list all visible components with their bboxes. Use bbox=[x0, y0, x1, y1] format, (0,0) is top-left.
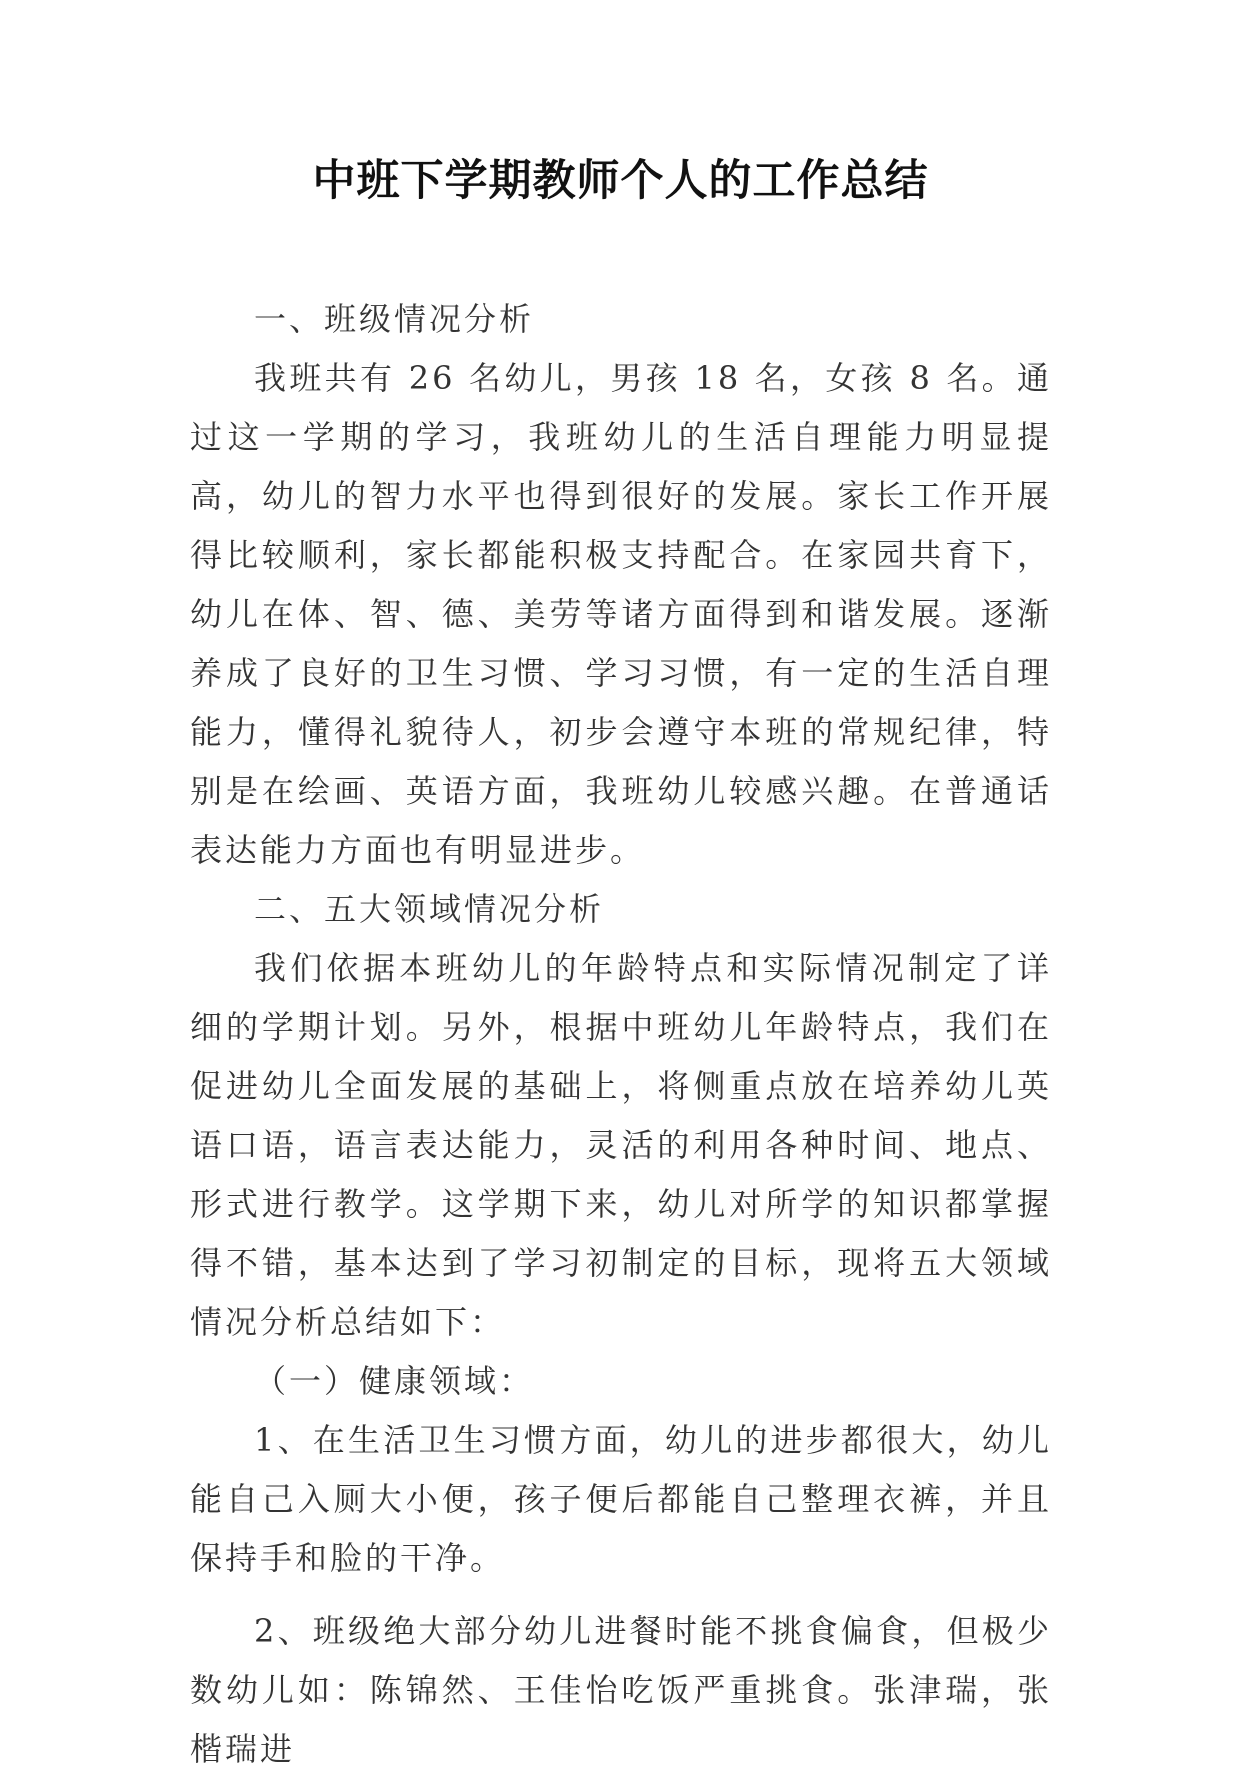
section-heading-five-domains: 二、五大领域情况分析 bbox=[254, 890, 605, 928]
section-heading-class-analysis: 一、班级情况分析 bbox=[254, 300, 535, 338]
paragraph-class-overview: 我班共有 26 名幼儿，男孩 18 名，女孩 8 名。通过这一学期的学习，我班幼儿的生活自理能力明显提高，幼儿的智力水平也得到很好的发展。家长工作开展得比较顺利，家长都能积极支持配合。在家园共育下，幼儿在体、智、德、美劳等诸方面得到和谐发展。逐渐养成了良好的卫生习惯、学习习惯，有一定的生活自理能力，懂得礼貌待人，初步会遵守本班的常规纪律，特别是在绘画、英语方面，我班幼儿较感兴趣。在普通话表达能力方面也有明显进步。 bbox=[190, 359, 1052, 869]
document-body bbox=[190, 290, 1052, 1779]
paragraph-domains-overview: 我们依据本班幼儿的年龄特点和实际情况制定了详细的学期计划。另外，根据中班幼儿年龄特点，我们在促进幼儿全面发展的基础上，将侧重点放在培养幼儿英语口语，语言表达能力，灵活的利用各种时间、地点、形式进行教学。这学期下来，幼儿对所学的知识都掌握得不错，基本达到了学习初制定的目标，现将五大领域情况分析总结如下： bbox=[190, 949, 1052, 1341]
subheading-health-domain: （一）健康领域： bbox=[254, 1362, 535, 1400]
document-title: 中班下学期教师个人的工作总结 bbox=[312, 156, 929, 206]
paragraph-health-item-1: 1、在生活卫生习惯方面，幼儿的进步都很大，幼儿能自己入厕大小便，孩子便后都能自己整理衣裤，并且保持手和脸的干净。 bbox=[190, 1421, 1052, 1577]
paragraph-health-item-2: 2、班级绝大部分幼儿进餐时能不挑食偏食，但极少数幼儿如：陈锦然、王佳怡吃饭严重挑食。张津瑞，张楷瑞进 bbox=[190, 1612, 1052, 1768]
